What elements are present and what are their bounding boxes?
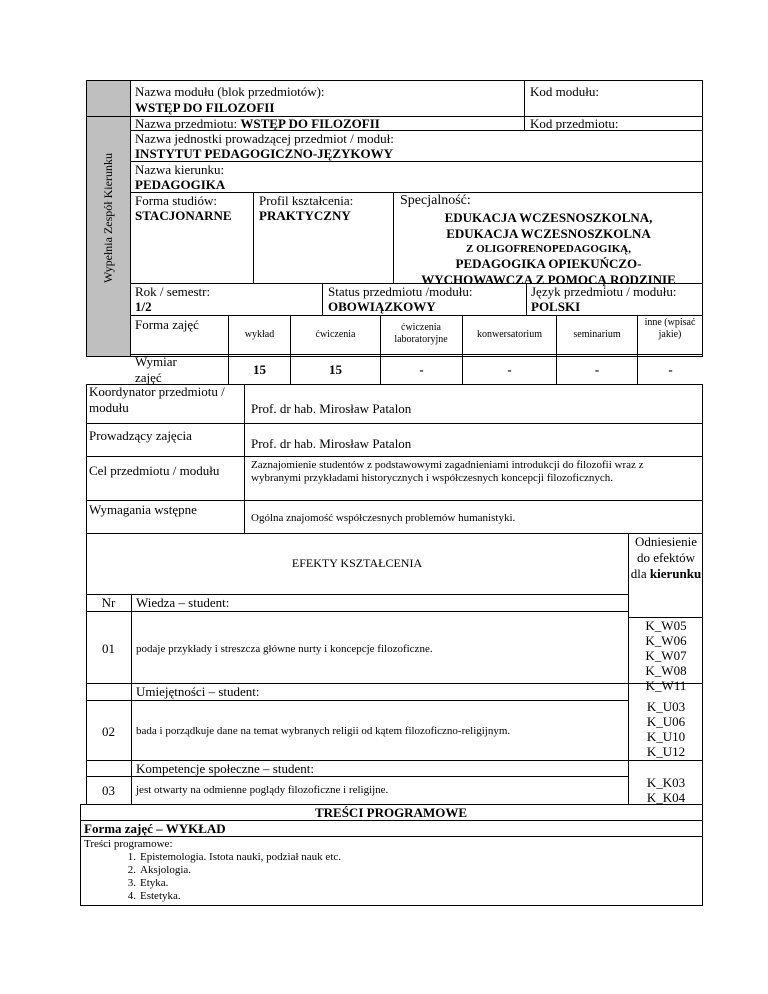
year-label: Rok / semestr: xyxy=(135,284,211,299)
teacher-value: Prof. dr hab. Mirosław Patalon xyxy=(251,436,412,451)
module-code-label: Kod modułu: xyxy=(530,84,599,99)
requirements-value: Ogólna znajomość współczesnych problemów humanistyki. xyxy=(251,512,516,524)
class-hours: - xyxy=(668,362,673,377)
specialty-line: EDUKACJA WCZESNOSZKOLNA xyxy=(446,226,651,241)
subject-code-label: Kod przedmiotu: xyxy=(530,116,619,131)
class-form-name: seminarium xyxy=(573,329,621,340)
goal-label: Cel przedmiotu / modułu xyxy=(89,463,220,478)
effect-code: K_K04 xyxy=(646,790,686,805)
specialty-list xyxy=(394,210,703,288)
class-form-name: konwersatorium xyxy=(477,329,542,340)
list-item: 2. Aksjologia. xyxy=(127,864,192,876)
effect-text: jest otwarty na odmienne poglądy filozoficzne i religijne. xyxy=(136,784,389,796)
unit-label: Nazwa jednostki prowadzącej przedmiot / moduł: xyxy=(135,131,394,146)
status-value: OBOWIĄZKOWY xyxy=(328,299,436,314)
program-form-label: Forma zajęć – WYKŁAD xyxy=(84,821,226,836)
reference-header-text: Odniesienie do efektów dla xyxy=(630,534,698,581)
program-title: TREŚCI PROGRAMOWE xyxy=(314,805,468,820)
effect-codes xyxy=(629,618,703,693)
list-item: 3. Etyka. xyxy=(127,877,169,889)
module-value: WSTĘP DO FILOZOFII xyxy=(135,100,275,115)
specialty-line: PEDAGOGIKA OPIEKUŃCZO- xyxy=(455,256,642,271)
class-hours: - xyxy=(419,362,424,377)
effect-codes xyxy=(629,699,703,759)
effect-nr: 03 xyxy=(102,783,115,798)
section-header: Wiedza – student: xyxy=(136,595,230,610)
effect-text: bada i porządkuje dane na temat wybranych religii od kątem filozoficzno-religijnym. xyxy=(136,725,511,737)
effect-text: podaje przykłady i streszcza główne nurty i koncepcje filozoficzne. xyxy=(136,643,433,655)
year-value: 1/2 xyxy=(135,299,152,314)
effect-code: K_W08 xyxy=(645,663,687,678)
effects-title: EFEKTY KSZTAŁCENIA xyxy=(291,556,423,570)
specialty-label: Specjalność: xyxy=(400,193,471,208)
class-form-name: ćwiczenia laboratoryjne xyxy=(394,322,448,345)
module-label: Nazwa modułu (blok przedmiotów): xyxy=(135,84,325,99)
class-hours: 15 xyxy=(253,362,266,377)
study-form-label: Forma studiów: xyxy=(135,193,217,208)
language-label: Język przedmiotu / modułu: xyxy=(531,284,677,299)
effect-code: K_U12 xyxy=(646,744,686,759)
program-list xyxy=(84,851,341,903)
specialty-line: EDUKACJA WCZESNOSZKOLNA, xyxy=(444,210,653,225)
nr-label: Nr xyxy=(101,595,116,610)
list-item: 1. Epistemologia. Istota nauki, podział nauk etc. xyxy=(127,851,342,863)
class-form-name: wykład xyxy=(244,329,275,340)
effect-code: K_U03 xyxy=(646,699,686,714)
effect-code: K_W11 xyxy=(645,678,687,693)
language-value: POLSKI xyxy=(531,299,581,314)
effect-code: K_U10 xyxy=(646,729,686,744)
effect-codes xyxy=(629,775,703,805)
effect-code: K_W06 xyxy=(645,633,687,648)
coordinator-label: Koordynator przedmiotu / modułu xyxy=(89,384,225,415)
field-label: Nazwa kierunku: xyxy=(135,162,225,177)
class-hours: 15 xyxy=(329,362,342,377)
effect-nr: 01 xyxy=(102,641,115,656)
specialty-line: WYCHOWAWCZA Z POMOCĄ RODZINIE xyxy=(421,272,676,287)
class-hours: - xyxy=(594,362,600,377)
program-intro: Treści programowe: xyxy=(84,838,173,850)
field-value: PEDAGOGIKA xyxy=(135,177,226,192)
specialty-line: Z OLIGOFRENOPEDAGOGIKĄ, xyxy=(465,243,632,255)
effect-code: K_U06 xyxy=(646,714,686,729)
effect-code: K_W05 xyxy=(645,618,687,633)
effect-code: K_K03 xyxy=(646,775,686,790)
unit-value: INSTYTUT PEDAGOGICZNO-JĘZYKOWY xyxy=(135,146,393,161)
effect-nr: 02 xyxy=(102,724,115,739)
classes-label: Forma zajęć xyxy=(135,317,199,332)
class-form-name: ćwiczenia xyxy=(315,329,356,340)
section-header: Kompetencje społeczne – student: xyxy=(136,761,314,776)
class-hours: - xyxy=(507,362,512,377)
hours-label: Wymiar zajęć xyxy=(135,354,177,385)
effect-code: K_W07 xyxy=(645,648,687,663)
profile-label: Profil kształcenia: xyxy=(259,193,354,208)
requirements-label: Wymagania wstępne xyxy=(89,502,197,517)
class-form-name: inne (wpisać jakie) xyxy=(644,317,696,340)
side-label: Wypełnia Zespół Kierunku xyxy=(101,153,115,283)
reference-header xyxy=(630,534,702,582)
subject-row xyxy=(135,116,380,131)
teacher-label: Prowadzący zajęcia xyxy=(89,428,192,443)
list-item: 4. Estetyka. xyxy=(127,890,181,902)
section-header: Umiejętności – student: xyxy=(136,684,260,699)
status-label: Status przedmiotu /modułu: xyxy=(328,284,473,299)
subject-value: WSTĘP DO FILOZOFII xyxy=(240,116,380,131)
coordinator-value: Prof. dr hab. Mirosław Patalon xyxy=(251,401,412,416)
reference-header-bold: kierunku xyxy=(649,566,702,581)
subject-label: Nazwa przedmiotu: xyxy=(135,116,238,131)
goal-value: Zaznajomienie studentów z podstawowymi zagadnieniami introdukcji do filozofii wraz z wybranymi przykładami historycznych i współczesnych koncepcji filozoficznych. xyxy=(251,459,644,484)
study-form-value: STACJONARNE xyxy=(135,208,232,223)
profile-value: PRAKTYCZNY xyxy=(259,208,351,223)
